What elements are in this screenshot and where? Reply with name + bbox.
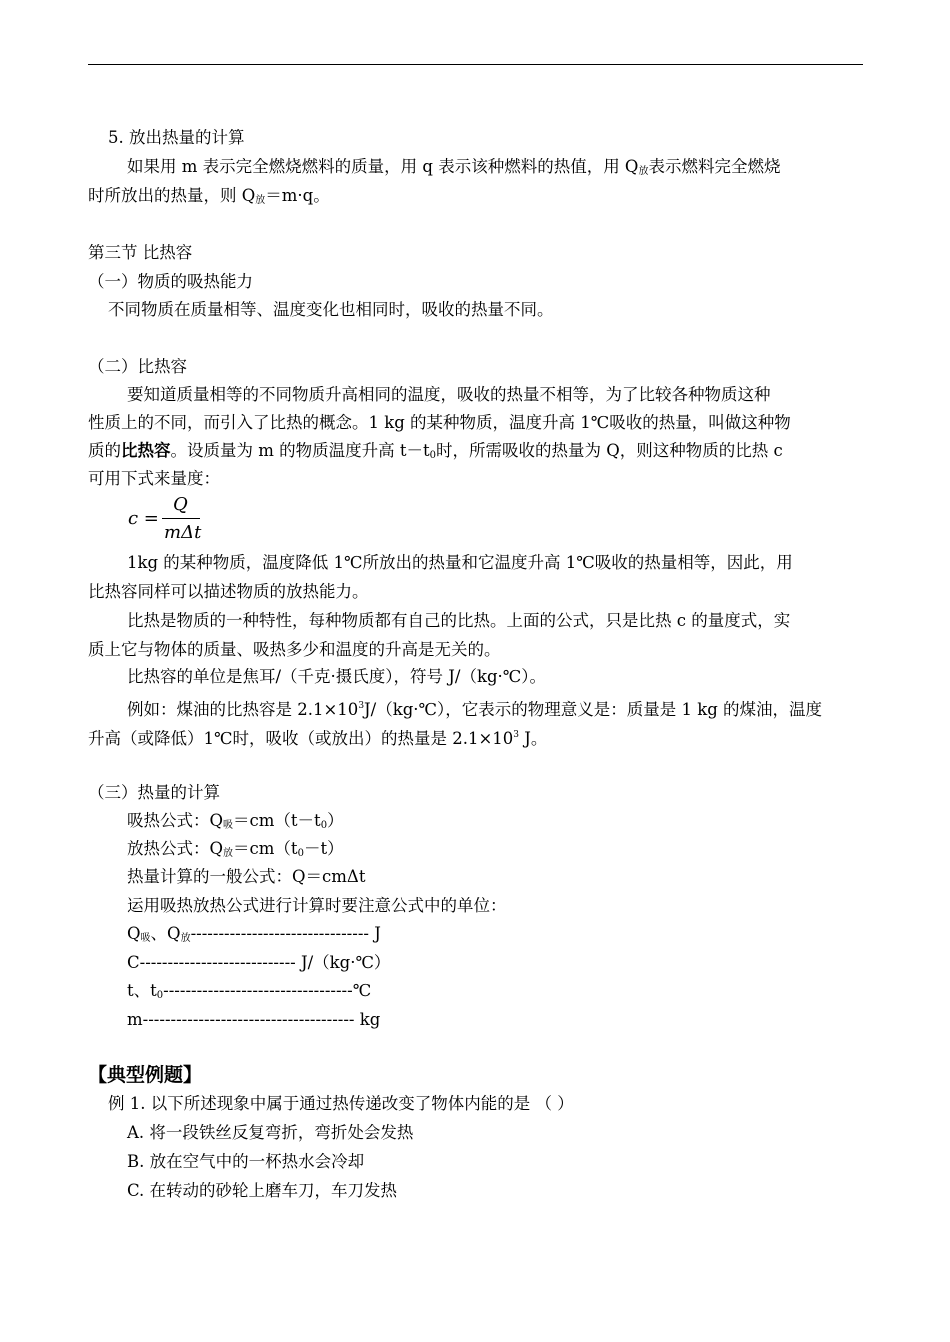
section5-title: 5. 放出热量的计算: [108, 128, 245, 147]
absorb-formula: 吸热公式：$Q_吸=cm(t-t_0)$: [127, 811, 344, 831]
units-note: 运用吸热放热公式进行计算时要注意公式中的单位：: [127, 896, 507, 915]
term-specific-heat: 比热容: [121, 441, 171, 460]
unit-line-mass: m-------------------------------------- kg: [127, 1010, 381, 1029]
release-paragraph-line1: 1kg 的某种物质，温度降低 1℃所放出的热量和它温度升高 1℃吸收的热量相等，因此，用: [127, 553, 793, 572]
examples-heading: 【典型例题】: [88, 1064, 203, 1086]
subsection2-title: （二）比热容: [88, 357, 187, 376]
property-paragraph-line1: 比热是物质的一种特性，每种物质都有自己的比热。上面的公式，只是比热 c 的量度式，实: [127, 611, 791, 630]
example-paragraph-line1: 例如：煤油的比热容是 $2.1\times 10^3J/(kg\cdot℃)$，它表示的物理意义是：质量是 1 kg 的煤油，温度: [127, 700, 823, 719]
specific-heat-formula: [128, 494, 218, 544]
definition-line1: 要知道质量相等的不同物质升高相同的温度，吸收的热量不相等，为了比较各种物质这种: [127, 385, 771, 404]
definition-line2: 性质上的不同，而引入了比热的概念。1 kg 的某种物质，温度升高 1℃吸收的热量，叫做这种物: [88, 413, 791, 432]
subsection1-title: （一）物质的吸热能力: [88, 272, 253, 291]
formula-numerator: Q: [173, 494, 188, 515]
formula-denominator: mΔt: [164, 522, 202, 543]
subsection3-title: （三）热量的计算: [88, 783, 220, 802]
property-paragraph-line2: 质上它与物体的质量、吸热多少和温度的升高是无关的。: [88, 640, 501, 659]
definition-line3: 质的比热容。设质量为 m 的物质温度升高 $t-t_0$时，所需吸收的热量为 Q，则这种物质的比热 c: [88, 441, 783, 461]
definition-line4: 可用下式来量度：: [88, 469, 220, 488]
header-rule: [88, 64, 863, 65]
example1-option-b: B. 放在空气中的一杯热水会冷却: [127, 1152, 365, 1171]
general-formula: 热量计算的一般公式：Q＝cmΔt: [127, 867, 366, 886]
release-paragraph-line2: 比热容同样可以描述物质的放热能力。: [88, 582, 369, 601]
formula-fraction-bar: [162, 518, 200, 519]
section5-paragraph-line1: 如果用 m 表示完全燃烧燃料的质量，用 q 表示该种燃料的热值，用 $Q_放$表示燃料完全燃烧: [127, 157, 781, 177]
release-formula: 放热公式：$Q_放=cm(t_0-t)$: [127, 839, 344, 859]
example-paragraph-line2: 升高（或降低）1℃时，吸收（或放出）的热量是 $2.1\times 10^3$ J。: [88, 729, 548, 748]
example1-question: 例 1. 以下所述现象中属于通过热传递改变了物体内能的是 （ ）: [108, 1094, 574, 1113]
unit-line-heat: $Q_吸$、$Q_放--------------------------------$ J: [127, 924, 381, 944]
unit-line-specific-heat: C---------------------------- J/（kg·℃）: [127, 953, 391, 972]
example1-option-a: A. 将一段铁丝反复弯折，弯折处会发热: [127, 1123, 414, 1142]
section3-title: 第三节 比热容: [88, 243, 193, 262]
subsection1-text: 不同物质在质量相等、温度变化也相同时，吸收的热量不同。: [108, 300, 554, 319]
example1-option-c: C. 在转动的砂轮上磨车刀，车刀发热: [127, 1181, 398, 1200]
section5-paragraph-line2: 时所放出的热量，则 $Q_放=m\cdot q$。: [88, 186, 330, 206]
unit-line-temperature: t、$t_0----------------------------------℃$: [127, 981, 372, 1001]
formula-lhs: c =: [128, 508, 159, 529]
unit-paragraph: 比热容的单位是焦耳/（千克·摄氏度），符号 J/（kg·℃）。: [127, 667, 546, 686]
